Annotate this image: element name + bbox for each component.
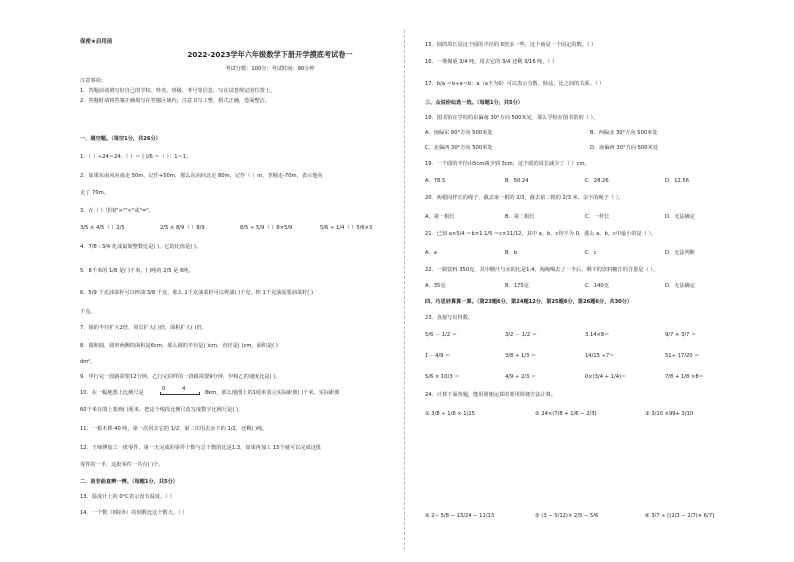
section-4-heading: 四、巧思妙算算一算。（第23题6分，第24题12分，第25题6分，第26题6分，共30分）	[425, 299, 633, 305]
expr-item: ① 3/8 ÷ 1/8 × 1/15	[425, 411, 475, 417]
q3-item: 3/5 × 4/5（ ）2/5	[80, 225, 125, 231]
q22-options	[425, 283, 745, 289]
question-1: 1．（ ）÷24＝24：（ ）＝ ( )/6 ＝（ ）：1＝1。	[80, 154, 192, 160]
calc-item: 0×(3/4 + 1/4)＝	[585, 374, 627, 380]
q20-options	[425, 214, 745, 220]
question-6-cont: 千克。	[80, 309, 96, 315]
option: B．175克	[505, 283, 529, 289]
option: D．无法确定	[665, 283, 695, 289]
calc-row-2	[425, 353, 745, 359]
option: C．28.26	[585, 178, 609, 184]
expr-item: ② 24×(7/8 + 1/6 − 2/3)	[535, 411, 597, 417]
option: C．140克	[585, 283, 609, 289]
question-5: 5．8千米的 1/8 是( )千米，( )吨的 2/5 是 6吨。	[80, 268, 194, 274]
option: A．南偏东 60°方向 500米处	[425, 130, 493, 136]
question-2-cont: 走了 70m。	[80, 190, 109, 196]
option: B．第二根长	[505, 214, 535, 220]
notice-2: 2．答题时请将答案正确填写在答题区域内，注意书写工整，格式正确，卷面整洁。	[80, 98, 271, 104]
question-24: 24．计算下面各题，能用简便运算的要用简便方法计算。	[425, 392, 557, 398]
question-6: 6．5/9 千克油菜籽可以榨油 3/8 千克，那么 1千克油菜籽可以榨油( )千克，榨 1千克油需要油菜籽( )	[80, 290, 313, 296]
expr-row-2	[425, 513, 755, 519]
question-12: 12．王师傅加工一批零件，第一天完成的零件个数与总个数的比是1:3，如果再加工 15个就可以完成这批	[80, 445, 322, 451]
option: B．b	[505, 250, 518, 256]
question-22: 22．一瓶饮料 350克，其中糖汁与水的比是1:4，淘淘喝去了一半后，剩下的饮料糖汁的含量是（ ）。	[425, 267, 659, 273]
question-20: 20．两根同样长的绳子，截去第一根的 2/3，截去第二根的 2/3 米，余下的绳子（ ）。	[425, 195, 624, 201]
section-2-heading: 二、是非曲直辨一辨。（每题1分，共5分）	[80, 479, 178, 485]
q18-options-row1	[425, 130, 755, 136]
option: D．12.56	[665, 178, 690, 184]
calc-item: 14/15 ÷7＝	[585, 353, 615, 359]
calc-item: 3/8 + 1/3 ＝	[505, 353, 537, 359]
option: A．第一根长	[425, 214, 455, 220]
calc-item: 51÷ 17/20 ＝	[665, 353, 700, 359]
notice-1: 1．答题前请填写好自己的学校、姓名、班级、考号等信息，写在试卷规定的位置上。	[80, 88, 276, 94]
calc-row-1	[425, 332, 745, 338]
question-16: 16．一堆煤重 3/4 吨，用去它的 3/4 还剩 3/16 吨。（ ）	[425, 59, 558, 65]
question-15: 15．圆的周长是这个圆的半径的 6倍多一些，这个商是一个固定的数。（ ）	[425, 42, 597, 48]
q21-options	[425, 250, 745, 256]
q3-item: 8/5 ÷ 5/9（ ）8×5/9	[240, 225, 293, 231]
calc-row-3	[425, 374, 745, 380]
expr-item: ⑤ (3 − 5/12)× 2/5 − 5/6	[535, 513, 599, 519]
expr-item: ④ 2− 5/8 − 13/24 − 11/13	[425, 513, 495, 519]
section-3-heading: 三、众说纷纭选一选。（每题1分，共5分）	[425, 100, 523, 106]
scale-bar	[160, 390, 200, 395]
question-23: 23．直接写出得数。	[425, 315, 474, 321]
option: D．南偏西 30°方向 500米处	[590, 145, 658, 151]
question-14: 14．一个数（0除外）的倒数比这个数大。（ ）	[80, 510, 188, 516]
calc-item: 5/6 － 1/2 ＝	[425, 332, 458, 338]
calc-item: 4/9 ÷ 2/3 ＝	[505, 374, 537, 380]
question-13: 13．温度计上的 0°C表示没有温度。（ ）	[80, 494, 175, 500]
option: C．c	[585, 250, 597, 256]
calc-item: 9/7 × 3/7 ＝	[665, 332, 697, 338]
option: B．西偏北 30°方向 500米处	[590, 130, 658, 136]
question-7: 7．圆的半径扩大2倍，周长扩大( )倍，面积扩大( )倍。	[80, 325, 207, 331]
q10-text-b: 8km，那么地图上的1厘米表示实际距离( )千米，实际距离	[205, 390, 340, 396]
calc-item: 3.14×8＝	[585, 332, 610, 338]
scale-label-0: 0	[162, 386, 166, 392]
option: C．北偏西 30°方向 500米处	[425, 145, 493, 151]
calc-item: 5/6 × 10/3 ＝	[425, 374, 460, 380]
question-4: 4．7/8 : 3/4 化成最简整数比是( )，它的比值是( )。	[80, 244, 202, 250]
question-18: 18．图书馆在学校的东偏南 30°方向 500米处，那么学校在图书馆的（ ）。	[425, 115, 599, 121]
question-19: 19．一个圆的半径由5cm减少到 3cm，这个圆的周长减少了（ ）cm。	[425, 161, 590, 167]
q3-item: 5/6 ÷ 1/4（ ）5/6×3	[320, 225, 373, 231]
option: A．35克	[425, 283, 446, 289]
question-3-items	[80, 225, 400, 231]
question-9: 9．甲行完一段路需要12分钟，乙行完同样的一段路需要9分钟，甲和乙的速度比是( )。	[80, 374, 281, 380]
q19-options	[425, 178, 745, 184]
question-3: 3．在（ ）里填">""<"或"="。	[80, 208, 154, 214]
q10-text-a: 10．在一幅地图上比例尺是	[80, 390, 144, 396]
expr-item: ③ 3/10 ×99+ 3/10	[645, 411, 694, 417]
section-1-heading: 一、填空题。（每空1分，共26分）	[80, 136, 161, 142]
option: D．无法判断	[665, 250, 695, 256]
calc-item: 1－ 4/9 ＝	[425, 353, 451, 359]
option: D．无法确定	[665, 214, 695, 220]
notice-heading: 注意事项：	[80, 78, 106, 84]
question-12-cont: 零件的一半，这批零件一共有( )个。	[80, 462, 164, 468]
option: A．78.5	[425, 178, 446, 184]
calc-item: 7/8 + 1/8 ×8＝	[665, 374, 704, 380]
question-10	[80, 386, 460, 400]
expr-row-1	[425, 411, 755, 417]
exam-subtitle: 考试分数：100分；考试时间：90分钟	[225, 66, 315, 72]
question-8: 8．圆和圆，圆形两侧的面积是6cm，那么圆的半径是( )cm，直径是( )cm，面积是( )	[80, 343, 278, 349]
question-8-cont: dm²。	[80, 359, 96, 365]
option: C．一样长	[585, 214, 610, 220]
question-11: 11．一根木棒 40 吨，第一次用去它的 1/2，第二次用去余下的 1/2，还剩( )吨。	[80, 426, 268, 432]
question-10-cont: 60千米在图上要画( )厘米，把这个线段比例尺改写成数字比例尺是( )。	[80, 407, 244, 413]
q3-item: 2/5 × 8/9（ ）8/9	[160, 225, 205, 231]
secret-label: 保密★启用前	[80, 39, 113, 45]
question-17: 17．b/a ＝b÷a＝b：a（a不为0）可以表示分数、除法、比之间的关系。（ ）	[425, 81, 605, 87]
question-2: 2．如果东南风向南走 50m，记作+50m，那么东向向北走 80m，记作（ ）m，李刚走-70m，表示他向	[80, 173, 323, 179]
calc-item: 3/2 － 1/2 ＝	[505, 332, 538, 338]
option: A．a	[425, 250, 437, 256]
column-divider	[404, 30, 405, 550]
question-21: 21．已知 a×5/4 ＝b×1 1/5 ＝c×11/12，其中 a、b、c均不为 0，那么 a，b，c中最小的是（ ）。	[425, 231, 657, 237]
expr-item: ⑥ 3/7 ÷ [(2/3 − 2/7)× 6/7]	[645, 513, 715, 519]
exam-title: 2022-2023学年六年级数学下册开学摸底考试卷一	[187, 50, 353, 59]
scale-label-4: 4	[182, 386, 186, 392]
q18-options-row2	[425, 145, 755, 151]
option: B．50.24	[505, 178, 529, 184]
